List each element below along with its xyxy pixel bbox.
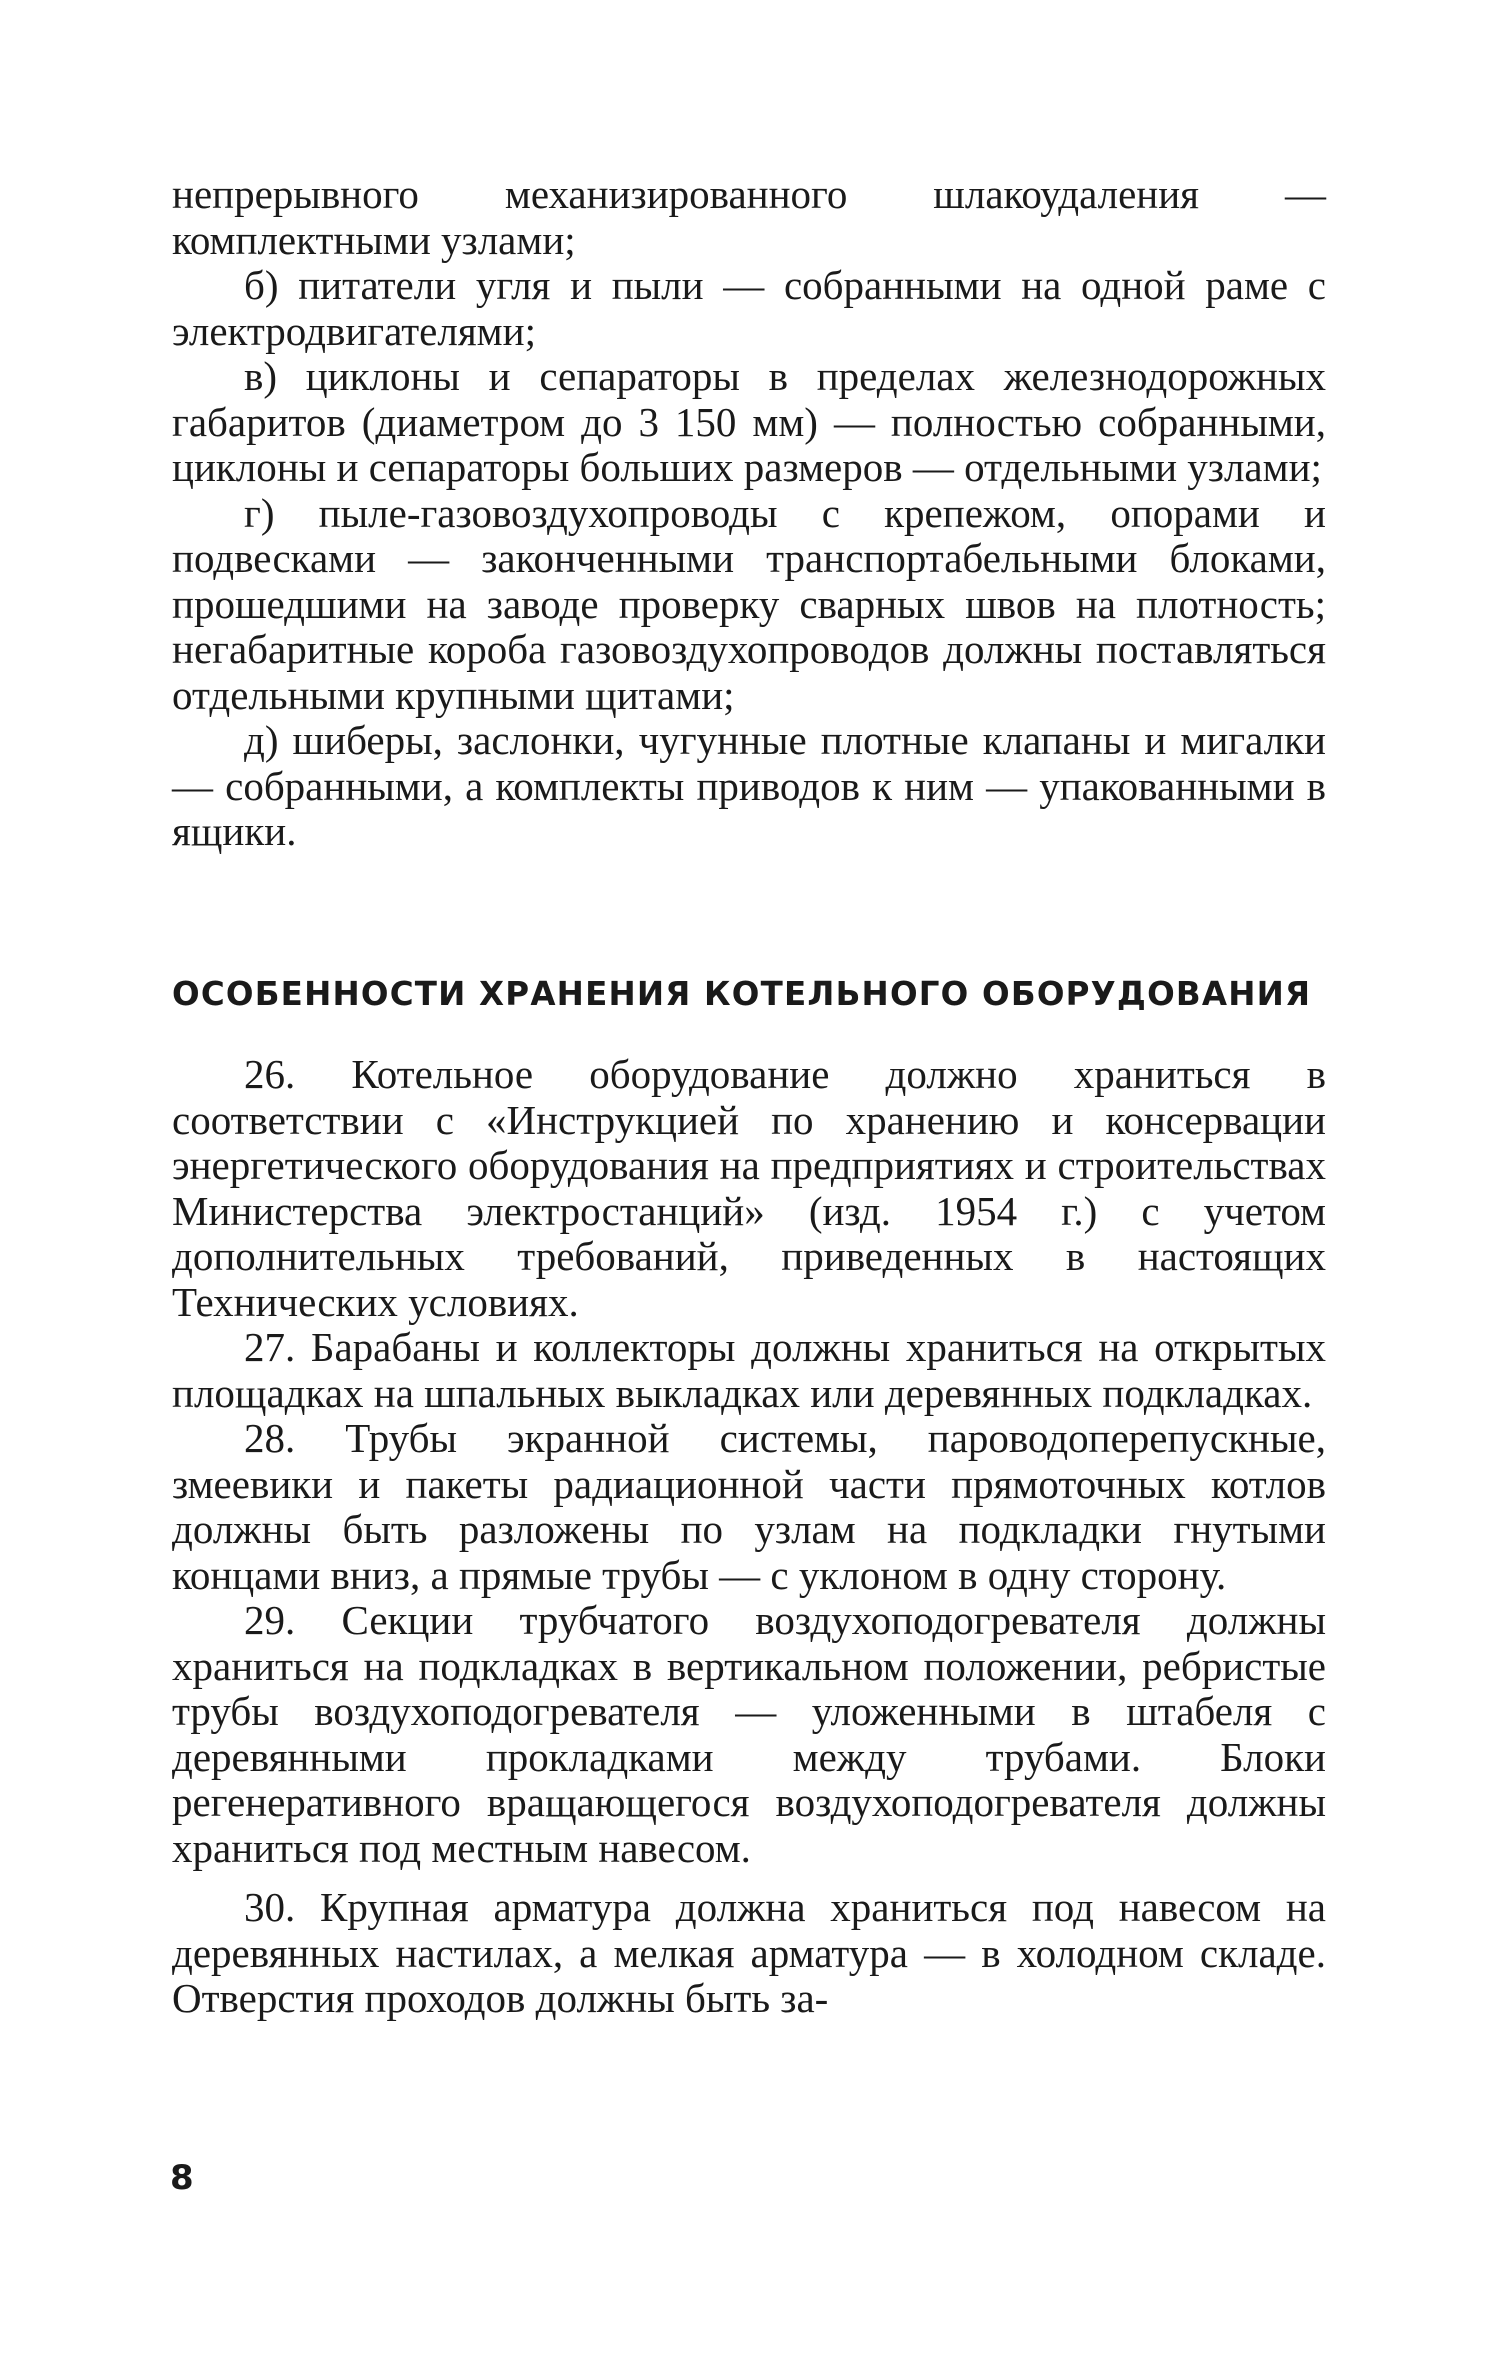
paragraph-27: 27. Барабаны и коллекторы должны храниться на открытых площадках на шпальных выкладках или деревянных подкладках. [172, 1324, 1326, 1416]
paragraph-continuation: непрерывного механизированного шлакоудаления — комплектными узлами; [172, 171, 1326, 263]
section-heading: ОСОБЕННОСТИ ХРАНЕНИЯ КОТЕЛЬНОГО ОБОРУДОВАНИЯ [172, 975, 1312, 1013]
section-text-block [172, 1052, 1326, 2022]
paragraph-26: 26. Котельное оборудование должно храниться в соответствии с «Инструкцией по хранению и консервации энергетического оборудования на предприятиях и строительствах Министерства электростанций» (изд. 1954 г.) с учетом дополнительных требований, приведенных в настоящих Технических условиях. [172, 1051, 1326, 1325]
paragraph-item-v: в) циклоны и сепараторы в пределах железнодорожных габаритов (диаметром до 3 150 мм) — полностью собранными, циклоны и сепараторы больших размеров — отдельными узлами; [172, 353, 1326, 490]
paragraph-item-d: д) шиберы, заслонки, чугунные плотные клапаны и мигалки — собранными, а комплекты приводов к ним — упакованными в ящики. [172, 717, 1326, 854]
page-number: 8 [170, 2158, 194, 2198]
top-text-block [172, 172, 1326, 855]
paragraph-item-b: б) питатели угля и пыли — собранными на одной раме с электродвигателями; [172, 262, 1326, 354]
paragraph-28: 28. Трубы экранной системы, пароводоперепускные, змеевики и пакеты радиационной части прямоточных котлов должны быть разложены по узлам на подкладки гнутыми концами вниз, а прямые трубы — с уклоном в одну сторону. [172, 1415, 1326, 1598]
paragraph-item-g: г) пыле-газовоздухопроводы с крепежом, опорами и подвесками — законченными транспортабельными блоками, прошедшими на заводе проверку сварных швов на плотность; негабаритные короба газовоздухопроводов должны поставляться отдельными крупными щитами; [172, 489, 1326, 718]
paragraph-30: 30. Крупная арматура должна храниться под навесом на деревянных настилах, а мелкая арматура — в холодном складе. Отверстия проходов должны быть за- [172, 1884, 1326, 2021]
paragraph-29: 29. Секции трубчатого воздухоподогревателя должны храниться на подкладках в вертикальном положении, ребристые трубы воздухоподогревателя — уложенными в штабеля с деревянными прокладками между трубами. Блоки регенеративного вращающегося воздухоподогревателя должны храниться под местным навесом. [172, 1597, 1326, 1871]
